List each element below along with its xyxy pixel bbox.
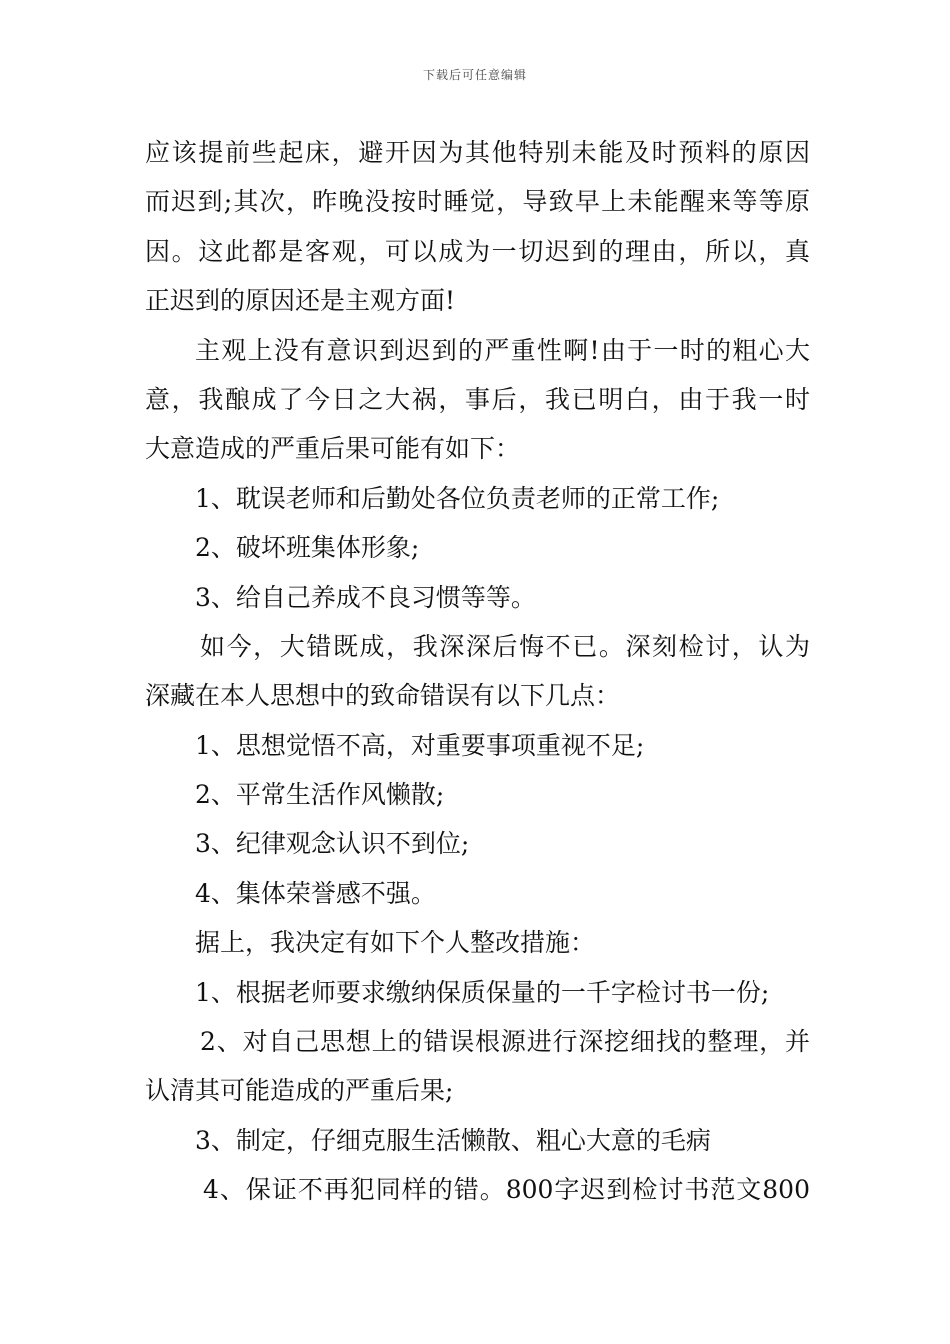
document-body: [145, 128, 810, 1215]
list-item-8: 1、根据老师要求缴纳保质保量的一千字检讨书一份;: [195, 977, 770, 1007]
text-line-5: 主观上没有意识到迟到的严重性啊!由于一时的粗心大: [195, 335, 810, 365]
text-line-11: 如今，大错既成，我深深后悔不已。深刻检讨，认为: [200, 631, 810, 661]
text-line-4: 正迟到的原因还是主观方面!: [145, 286, 456, 316]
list-item-1: 1、耽误老师和后勤处各位负责老师的正常工作;: [195, 483, 720, 513]
text-line-3: 因。这此都是客观，可以成为一切迟到的理由，所以，真: [145, 236, 810, 266]
list-item-6: 3、纪律观念认识不到位;: [195, 829, 470, 859]
list-item-4: 1、思想觉悟不高，对重要事项重视不足;: [195, 730, 645, 760]
text-line-6: 意，我酿成了今日之大祸，事后，我已明白，由于我一时: [145, 384, 810, 414]
list-item-9: 2、对自己思想上的错误根源进行深挖细找的整理，并: [200, 1027, 810, 1057]
list-item-3: 3、给自己养成不良习惯等等。: [195, 582, 536, 612]
list-item-11: 4、保证不再犯同样的错。800字迟到检讨书范文800: [203, 1175, 810, 1205]
list-item-5: 2、平常生活作风懒散;: [195, 780, 445, 810]
list-item-2: 2、破坏班集体形象;: [195, 533, 420, 563]
list-item-10: 3、制定，仔细克服生活懒散、粗心大意的毛病: [195, 1125, 711, 1155]
text-line-2: 而迟到;其次，昨晚没按时睡觉，导致早上未能醒来等等原: [145, 187, 810, 217]
page-header: 下载后可任意编辑: [422, 68, 527, 82]
list-item-7: 4、集体荣誉感不强。: [195, 878, 436, 908]
text-line-1: 应该提前些起床，避开因为其他特别未能及时预料的原因: [145, 138, 810, 167]
text-line-12: 深藏在本人思想中的致命错误有以下几点：: [145, 681, 621, 711]
text-line-20: 认清其可能造成的严重后果;: [145, 1076, 454, 1106]
text-line-7: 大意造成的严重后果可能有如下：: [145, 434, 521, 464]
text-line-17: 据上，我决定有如下个人整改措施：: [195, 928, 596, 958]
